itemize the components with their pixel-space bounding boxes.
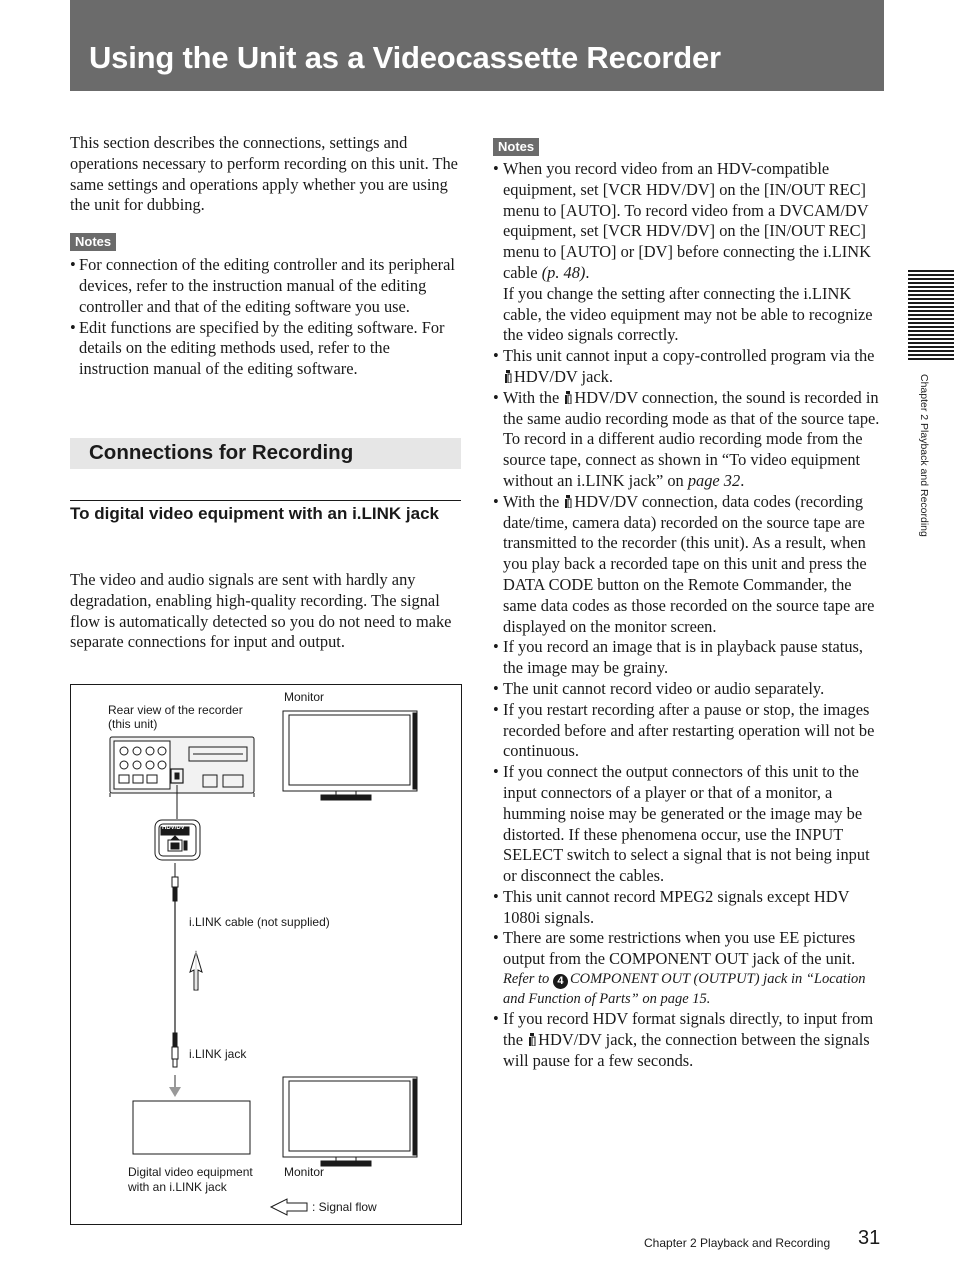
title-bar [70,0,884,91]
rear-view-label-line1: Rear view of the recorder [108,703,243,717]
diagram-drawing [71,685,463,1226]
connection-diagram [70,684,462,1225]
list-item [493,928,885,1009]
cable-plug-top [172,863,178,901]
right-notes-list [493,159,885,1071]
page-title: Using the Unit as a Videocassette Recorder [89,40,721,75]
chapter-side-label [916,374,930,574]
list-item [493,492,885,638]
equipment-label-line1: Digital video equipment [128,1165,253,1179]
list-item: • This unit cannot record MPEG2 signals except HDV 1080i signals. [493,887,885,929]
rear-view-label-line2: (this unit) [108,717,158,731]
list-item [493,1009,885,1071]
page-reference: page 32 [687,470,741,490]
page-number: 31 [858,1227,881,1249]
notes-label-left: Notes [70,233,116,251]
note-text: With the [503,491,560,511]
list-item: • If you restart recording after a pause or stop, the images recorded before and after restarting operation will not be continuous. [493,700,885,762]
list-item: • The unit cannot record video or audio separately. [493,679,885,700]
equipment-label-line2: with an i.LINK jack [128,1180,227,1194]
digital-video-equipment [133,1101,250,1154]
section-body [70,570,462,653]
monitor-top [283,711,417,800]
page-reference: (p. 48) [541,262,586,282]
signal-flow-legend: : Signal flow [312,1200,377,1214]
note-text: HDV/DV connection, data codes (recording date/time, camera data) recorded on the source tape are transmitted to the recorder (this unit). As a result, when you play back a recorded tape on this unit and press the DATA CODE button on the Remote Commander, the same data codes as those recorded on the source tape are displayed on the monitor screen. [503,491,875,636]
signal-flow-arrow-icon [190,952,202,990]
chapter-side-text: Chapter 2 Playback and Recording [918,374,930,537]
note-text: If you change the setting after connecting the i.LINK cable, the video equipment may not be able to recognize the video signals correctly. [503,283,873,345]
list-item: • If you record an image that is in playback pause status, the image may be grainy. [493,637,885,679]
note-text: When you record video from an HDV-compatible equipment, set [VCR HDV/DV] on the [IN/OUT REC] menu to [AUTO]. To record video from a DVCAM/DV equipment, set [VCR HDV/DV] on the [IN/OUT REC] menu to [AUTO] or [DV] before connecting the i.LINK cable [503,159,871,282]
note-text: HDV/DV jack. [514,366,613,386]
ilink-icon [564,391,572,404]
chapter-tab-stripes [908,270,954,364]
ref-text: Refer to [503,971,550,988]
left-column [70,133,462,380]
ref-text: COMPONENT OUT (OUTPUT) jack in “Location and Function of Parts” on page 15. [503,971,866,1007]
list-item: • If you connect the output connectors of this unit to the input connectors of a player or that of a monitor, a humming noise may be generated or the image may be distorted. If these phenomena occur, use the INPUT SELECT switch to select a signal that is not being input or disconnect the cables. [493,762,885,887]
ilink-icon [564,495,572,508]
ilink-jack-label: i.LINK jack [189,1047,247,1061]
ilink-icon [504,370,512,383]
section-paragraph: The video and audio signals are sent with hardly any degradation, enabling high-quality recording. The signal flow is automatically detected so you do not need to make separate connections for input and output. [70,570,452,652]
list-item: • When you record video from an HDV-compatible equipment, set [VCR HDV/DV] on the [IN/OUT REC] menu to [AUTO]. To record video from a DVCAM/DV equipment, set [VCR HDV/DV] on the [IN/OUT REC] menu to [AUTO] or [DV] before connecting the i.LINK cable (p. 48). If you change the setting after connecting the i.LINK cable, the video equipment may not be able to recognize the video signals correctly. [493,159,885,346]
note-text: HDV/DV connection, the sound is recorded in the same audio recording mode as that of the source tape. To record in a different audio recording mode from the source tape, connect as shown in “To video equipment without an i.LINK jack” on [503,387,880,490]
cross-reference [503,970,885,1009]
notes-label-right: Notes [493,138,539,156]
note-text: HDV/DV jack, the connection between the signals will pause for a few seconds. [503,1029,870,1070]
legend-arrow-icon [271,1199,307,1215]
list-item [493,346,885,388]
note-text: If you record HDV format signals directly, to input from the [503,1009,874,1049]
subheading: To digital video equipment with an i.LINK jack [70,504,439,523]
recorder-rear-view [110,737,254,797]
list-item: • For connection of the editing controller and its peripheral devices, refer to the instruction manual of the editing controller and that of the editing software you use. [70,255,462,317]
note-text: This unit cannot input a copy-controlled program via the [503,346,875,366]
ilink-icon [528,1033,536,1046]
cable-label: i.LINK cable (not supplied) [189,915,330,929]
right-column [493,138,885,1071]
section-heading-bar [70,438,461,469]
section-heading: Connections for Recording [89,441,354,464]
arrow-down-icon [169,1075,181,1097]
list-item: • With the HDV/DV connection, the sound is recorded in the same audio recording mode as that of the source tape. To record in a different audio recording mode from the source tape, connect as shown in “To video equipment without an i.LINK jack” on page 32. [493,388,885,492]
cable-plug-bottom [172,1033,178,1067]
note-text: With the [503,387,560,407]
intro-paragraph: This section describes the connections, settings and operations necessary to perform recording on this unit. The same settings and operations apply whether you are using the unit for dubbing. [70,133,458,215]
list-item: • Edit functions are specified by the editing software. For details on the editing methods used, refer to the instruction manual of the editing software. [70,318,462,380]
circled-number-icon: 4 [553,974,568,989]
hdv-dv-jack-label: HDV/DV [162,825,185,831]
monitor-bottom-label: Monitor [284,1165,325,1179]
monitor-top-label: Monitor [284,690,325,704]
subheading-rule [70,500,461,501]
note-text: There are some restrictions when you use EE pictures output from the COMPONENT OUT jack of the unit. [503,928,856,969]
monitor-bottom [283,1077,417,1166]
intro-notes-list [70,255,462,380]
footer-chapter: Chapter 2 Playback and Recording [644,1236,831,1250]
